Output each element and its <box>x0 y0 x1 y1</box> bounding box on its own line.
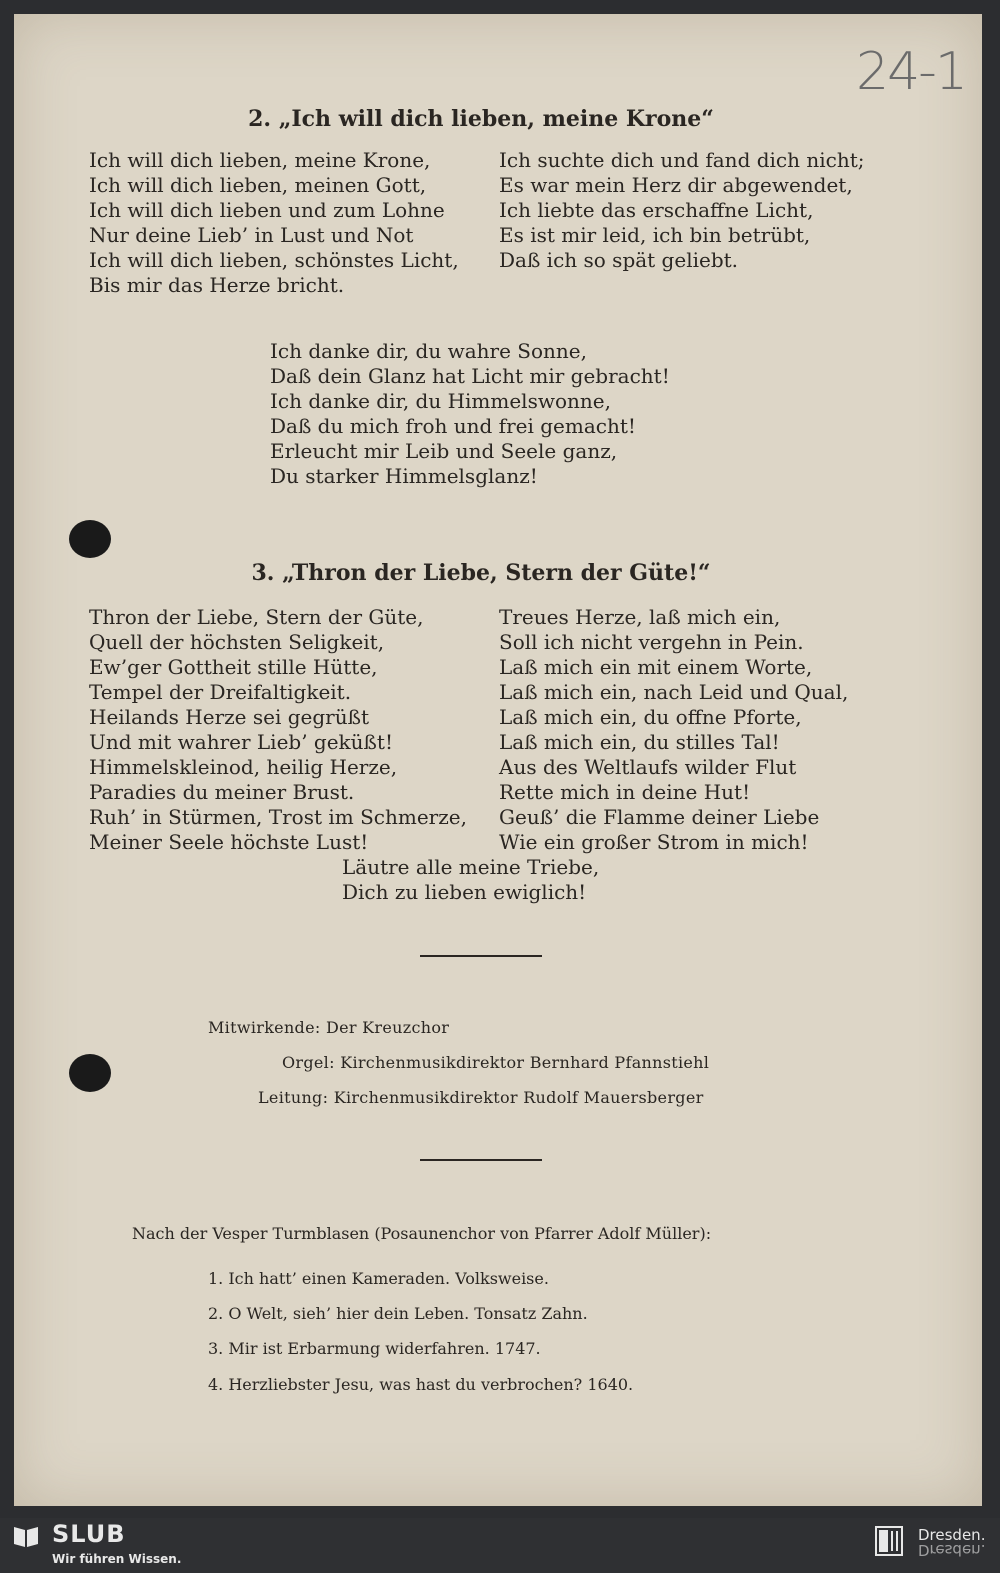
brand-tagline: Wir führen Wissen. <box>52 1552 182 1566</box>
verse-line: Es ist mir leid, ich bin betrübt, <box>499 223 811 247</box>
verse-line: Ew’ger Gottheit stille Hütte, <box>89 655 378 679</box>
footer-bar <box>0 1518 1000 1573</box>
verse-line: Treues Herze, laß mich ein, <box>499 605 781 629</box>
verse-line: Bis mir das Herze bricht. <box>89 273 345 297</box>
verse-line: Laß mich ein, nach Leid und Qual, <box>499 680 849 704</box>
punch-hole <box>69 520 111 558</box>
list-item: 1. Ich hatt’ einen Kameraden. Volksweise. <box>208 1269 549 1288</box>
verse-line: Ich danke dir, du Himmelswonne, <box>270 389 611 413</box>
handwritten-page-number: 24-1 <box>856 42 967 102</box>
song3-verse-left <box>89 605 467 855</box>
verse-line: Ich will dich lieben, meine Krone, <box>89 148 431 172</box>
divider <box>420 955 542 957</box>
list-item: 4. Herzliebster Jesu, was hast du verbrochen? 1640. <box>208 1375 634 1394</box>
verse-line: Daß ich so spät geliebt. <box>499 248 739 272</box>
credit-value: Der Kreuzchor <box>325 1018 450 1037</box>
list-item: 2. O Welt, sieh’ hier dein Leben. Tonsatz Zahn. <box>208 1304 588 1323</box>
verse-line: Dich zu lieben ewiglich! <box>342 880 587 904</box>
verse-line: Nur deine Lieb’ in Lust und Not <box>89 223 414 247</box>
credit-label: Mitwirkende: <box>208 1018 321 1037</box>
verse-line: Heilands Herze sei gegrüßt <box>89 705 369 729</box>
punch-hole <box>69 1054 111 1092</box>
verse-line: Quell der höchsten Seligkeit, <box>89 630 385 654</box>
verse-line: Rette mich in deine Hut! <box>499 780 751 804</box>
verse-line: Himmelskleinod, heilig Herze, <box>89 755 398 779</box>
verse-line: Ich will dich lieben und zum Lohne <box>89 198 445 222</box>
song2-verse-left <box>89 148 459 298</box>
verse-line: Läutre alle meine Triebe, <box>342 855 600 879</box>
song2-verse-right <box>499 148 865 273</box>
city-name[interactable]: Dresden. <box>918 1526 986 1544</box>
dresden-crest-icon[interactable] <box>875 1526 903 1556</box>
song3-verse-right <box>499 605 848 855</box>
verse-line: Thron der Liebe, Stern der Güte, <box>89 605 424 629</box>
list-item: 3. Mir ist Erbarmung widerfahren. 1747. <box>208 1339 541 1358</box>
verse-line: Ruh’ in Stürmen, Trost im Schmerze, <box>89 805 467 829</box>
verse-line: Ich suchte dich und fand dich nicht; <box>499 148 865 172</box>
city-name-reflection: Dresden. <box>918 1541 986 1559</box>
verse-line: Und mit wahrer Lieb’ geküßt! <box>89 730 393 754</box>
credit-label: Leitung: <box>258 1088 329 1107</box>
verse-line: Daß dein Glanz hat Licht mir gebracht! <box>270 364 670 388</box>
verse-line: Du starker Himmelsglanz! <box>270 464 538 488</box>
credit-organ <box>282 1053 709 1072</box>
verse-line: Ich danke dir, du wahre Sonne, <box>270 339 587 363</box>
document-page <box>14 14 982 1506</box>
verse-line: Ich liebte das erschaffne Licht, <box>499 198 814 222</box>
verse-line: Laß mich ein, du stilles Tal! <box>499 730 780 754</box>
tower-music-heading: Nach der Vesper Turmblasen (Posaunenchor von Pfarrer Adolf Müller): <box>132 1224 712 1243</box>
divider <box>420 1159 542 1161</box>
verse-line: Aus des Weltlaufs wilder Flut <box>499 755 797 779</box>
verse-line: Erleucht mir Leib und Seele ganz, <box>270 439 618 463</box>
slub-book-icon[interactable] <box>12 1523 40 1549</box>
song2-verse-center <box>270 339 670 489</box>
song3-heading: 3. „Thron der Liebe, Stern der Güte!“ <box>251 560 711 586</box>
verse-line: Ich will dich lieben, schönstes Licht, <box>89 248 459 272</box>
verse-line: Daß du mich froh und frei gemacht! <box>270 414 636 438</box>
verse-line: Wie ein großer Strom in mich! <box>499 830 809 854</box>
song2-heading: 2. „Ich will dich lieben, meine Krone“ <box>248 106 714 132</box>
verse-line: Geuß’ die Flamme deiner Liebe <box>499 805 820 829</box>
verse-line: Soll ich nicht vergehn in Pein. <box>499 630 804 654</box>
credit-value: Kirchenmusikdirektor Rudolf Mauersberger <box>333 1088 704 1107</box>
song3-verse-center <box>342 855 599 905</box>
verse-line: Ich will dich lieben, meinen Gott, <box>89 173 427 197</box>
verse-line: Meiner Seele höchste Lust! <box>89 830 369 854</box>
credit-value: Kirchenmusikdirektor Bernhard Pfannstiehl <box>340 1053 710 1072</box>
brand-name[interactable]: SLUB <box>52 1520 126 1548</box>
verse-line: Laß mich ein, du offne Pforte, <box>499 705 802 729</box>
verse-line: Tempel der Dreifaltigkeit. <box>89 680 352 704</box>
verse-line: Laß mich ein mit einem Worte, <box>499 655 813 679</box>
verse-line: Es war mein Herz dir abgewendet, <box>499 173 853 197</box>
verse-line: Paradies du meiner Brust. <box>89 780 355 804</box>
credit-choir <box>208 1018 449 1037</box>
credit-direction <box>258 1088 704 1107</box>
credit-label: Orgel: <box>282 1053 335 1072</box>
